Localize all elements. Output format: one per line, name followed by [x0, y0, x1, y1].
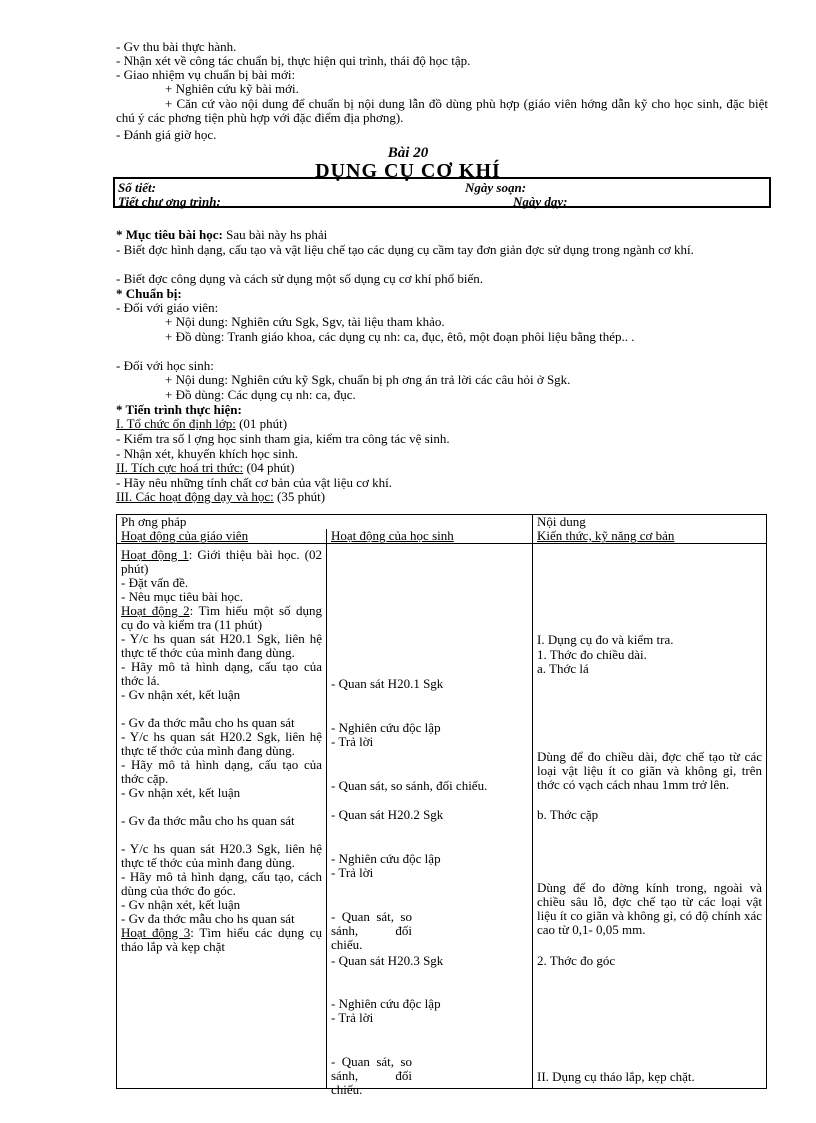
activity-3-heading — [121, 926, 322, 954]
prep-teacher: - Đối với giáo viên: — [116, 300, 219, 315]
process-heading: * Tiến trình thực hiện: — [116, 402, 242, 417]
prep-teacher-tools: + Đồ dùng: Tranh giáo khoa, các dụng cụ nh: ca, đục, êtô, một đoạn phôi liệu bằng thép.. . — [165, 329, 635, 344]
teacher-item: - Gv nhận xét, kết luận — [121, 687, 241, 702]
objective-1: - Biết đợc hình dạng, cấu tạo và vật liệu chế tạo các dụng cụ cầm tay đơn giản đợc sử dụng trong ngành cơ khí. — [116, 242, 694, 257]
teacher-item: - Hãy mô tả hình dạng, cấu tạo của thớc cặp. — [121, 757, 322, 786]
intro-line-2: - Nhận xét về công tác chuẩn bị, thực hiện qui trình, thái độ học tập. — [116, 53, 471, 68]
content-item: 2. Thớc đo góc — [537, 953, 616, 968]
teacher-item: - Gv đa thớc mẫu cho hs quan sát — [121, 715, 295, 730]
process-step-3 — [116, 490, 325, 504]
student-item: - Trả lời — [331, 865, 374, 880]
process-line-2: - Kiểm tra số l ợng học sinh tham gia, kiểm tra công tác vệ sinh. — [116, 431, 450, 446]
intro-line-3: - Giao nhiệm vụ chuẩn bị bài mới: — [116, 67, 296, 82]
objectives-heading-line — [116, 228, 327, 242]
so-tiet-label: Số tiết: — [118, 180, 156, 195]
process-step-1-title: I. Tổ chức ổn định lớp: — [116, 416, 236, 431]
teacher-item: - Y/c hs quan sát H20.3 Sgk, liên hệ thực tế thớc của mình đang dùng. — [121, 841, 322, 870]
prep-teacher-content: + Nội dung: Nghiên cứu Sgk, Sgv, tài liệu tham khảo. — [165, 314, 445, 329]
activity-2-label: Hoạt động 2 — [121, 603, 190, 618]
process-step-1 — [116, 417, 287, 431]
lesson-info-box — [113, 177, 771, 208]
student-item: - Trả lời — [331, 734, 374, 749]
intro-line-6: - Đánh giá giờ học. — [116, 127, 217, 142]
process-line-5: - Hãy nêu những tính chất cơ bản của vật liệu cơ khí. — [116, 475, 393, 490]
header-teacher — [117, 529, 327, 544]
prep-student: - Đối với học sinh: — [116, 358, 214, 373]
tiet-chuong-trinh-label: Tiết chư ơng trình: — [118, 194, 221, 209]
content-item: I. Dụng cụ đo và kiểm tra. — [537, 632, 674, 647]
header-teacher-label: Hoạt động của giáo viên — [121, 528, 249, 543]
activity-1-heading — [121, 548, 322, 576]
teacher-item: - Gv nhận xét, kết luận — [121, 785, 241, 800]
student-item: - Nghiên cứu độc lập — [331, 996, 441, 1011]
process-line-3: - Nhận xét, khuyến khích học sinh. — [116, 446, 298, 461]
objectives-heading: * Mục tiêu bài học: — [116, 227, 223, 242]
student-item: - Quan sát H20.1 Sgk — [331, 676, 444, 691]
content-item: a. Thớc lá — [537, 661, 589, 676]
student-activities-cell — [327, 544, 533, 1097]
student-item: - Trả lời — [331, 1010, 374, 1025]
lesson-title: DỤNG CỤ CƠ KHÍ — [315, 160, 501, 182]
student-item: - Nghiên cứu độc lập — [331, 851, 441, 866]
process-step-2-time: (04 phút) — [246, 460, 295, 475]
activity-2-heading — [121, 604, 322, 632]
teacher-item: - Đặt vấn đề. — [121, 575, 189, 590]
student-item: - Quan sát, so sánh, đối chiếu. — [331, 909, 412, 952]
intro-line-5: + Căn cứ vào nội dung để chuẩn bị nội dung lẫn đồ dùng phù hợp (giáo viên hớng dẫn kỹ cho học sinh, đặc biệt chú ý các phơng tiện phù hợp với đặc điểm địa phơng). — [116, 96, 768, 125]
content-item: 1. Thớc đo chiều dài. — [537, 647, 647, 662]
ngay-soan-label: Ngày soạn: — [465, 180, 527, 195]
header-student-label: Hoạt động của học sinh — [331, 528, 454, 543]
student-item: - Quan sát H20.3 Sgk — [331, 953, 444, 968]
teacher-item: - Gv nhận xét, kết luận — [121, 897, 241, 912]
teacher-item: - Y/c hs quan sát H20.2 Sgk, liên hệ thực tế thớc của mình đang dùng. — [121, 729, 322, 758]
header-content-2 — [533, 529, 767, 544]
objective-2: - Biết đợc công dụng và cách sử dụng một số dụng cụ cơ khí phổ biến. — [116, 271, 484, 286]
header-method: Ph ơng pháp — [117, 515, 533, 530]
student-item: - Quan sát, so sánh, đối chiếu. — [331, 1054, 412, 1097]
activity-3-label: Hoạt động 3 — [121, 925, 191, 940]
process-step-2-title: II. Tích cực hoá tri thức: — [116, 460, 244, 475]
process-step-3-time: (35 phút) — [277, 489, 326, 504]
process-step-1-time: (01 phút) — [239, 416, 288, 431]
content-item: Dùng để đo chiều dài, đợc chế tạo từ các loại vật liệu ít co giãn và không gỉ, trên thớc có vạch cách nhau 1mm trở lên. — [537, 749, 762, 792]
intro-line-4: + Nghiên cứu kỹ bài mới. — [165, 81, 299, 96]
teacher-item: - Hãy mô tả hình dạng, cấu tạo của thớc lá. — [121, 659, 322, 688]
content-item: Dùng để đo đờng kính trong, ngoài và chiều sâu lỗ, đợc chế tạo từ các loại vật liệu ít co giãn và không gỉ, có độ chính xác cao từ 0,1- 0,05 mm. — [537, 880, 762, 937]
activity-1-label: Hoạt động 1 — [121, 547, 189, 562]
prep-student-content: + Nội dung: Nghiên cứu kỹ Sgk, chuẩn bị ph ơng án trả lời các câu hỏi ở Sgk. — [165, 372, 571, 387]
teacher-item: - Gv đa thớc mẫu cho hs quan sát — [121, 813, 295, 828]
content-item: II. Dụng cụ tháo lắp, kẹp chặt. — [537, 1069, 695, 1084]
header-student — [327, 529, 533, 544]
activities-table — [116, 514, 767, 1097]
lesson-number: Bài 20 — [387, 145, 429, 161]
activity-1-desc: : Giới thiệu bài học. (02 phút) — [121, 547, 322, 576]
ngay-day-label: Ngày dạy: — [513, 194, 568, 209]
teacher-item: - Nêu mục tiêu bài học. — [121, 589, 244, 604]
process-step-2 — [116, 461, 294, 475]
objectives-intro: Sau bài này hs phải — [226, 227, 328, 242]
header-content: Nội dung — [533, 515, 767, 530]
header-content-2-label: Kiến thức, kỹ năng cơ bản — [537, 528, 675, 543]
intro-line-1: - Gv thu bài thực hành. — [116, 39, 237, 54]
student-item: - Quan sát, so sánh, đối chiếu. — [331, 778, 488, 793]
prep-student-tools: + Đồ dùng: Các dụng cụ nh: ca, đục. — [165, 387, 356, 402]
student-item: - Nghiên cứu độc lập — [331, 720, 441, 735]
content-cell — [533, 544, 767, 1089]
activity-2-desc: : Tìm hiểu một số dụng cụ đo và kiểm tra (11 phút) — [121, 603, 322, 632]
process-step-3-title: III. Các hoạt động dạy và học: — [116, 489, 274, 504]
prep-heading: * Chuẩn bị: — [116, 286, 182, 301]
teacher-activities-cell — [117, 544, 327, 1089]
student-item: - Quan sát H20.2 Sgk — [331, 807, 444, 822]
teacher-item: - Hãy mô tả hình dạng, cấu tạo, cách dùng của thớc đo góc. — [121, 869, 322, 898]
teacher-item: - Gv đa thớc mẫu cho hs quan sát — [121, 911, 295, 926]
activity-3-desc: : Tìm hiểu các dụng cụ tháo lắp và kẹp chặt — [121, 925, 322, 954]
teacher-item: - Y/c hs quan sát H20.1 Sgk, liên hệ thực tế thớc của mình đang dùng. — [121, 631, 322, 660]
content-item: b. Thớc cặp — [537, 807, 599, 822]
